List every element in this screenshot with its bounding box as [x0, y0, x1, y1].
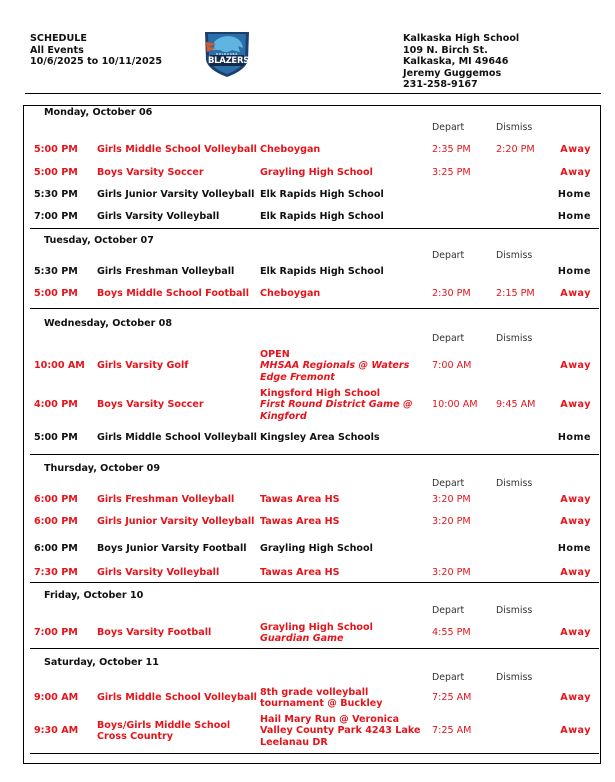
opponent [260, 265, 432, 279]
opponent [260, 686, 432, 710]
home-away-badge-text: Home [557, 432, 591, 444]
event-time-text: 10:00 AM [34, 360, 85, 372]
opponent-name: Tawas Area HS [260, 567, 340, 579]
blazers-logo [202, 28, 252, 78]
depart-time-text: 2:30 PM [432, 288, 471, 300]
school-name: Kalkaska High School [403, 33, 520, 44]
home-away-badge [540, 713, 591, 749]
event-name-text: Girls Junior Varsity Volleyball [97, 516, 255, 528]
depart-time [432, 493, 471, 507]
dismiss-time-text: 2:20 PM [496, 144, 535, 156]
event-row [0, 387, 615, 423]
event-name [97, 165, 257, 180]
event-time-text: 5:30 PM [34, 266, 78, 278]
home-away-badge-text: Home [557, 211, 591, 223]
event-time [34, 426, 78, 450]
dismiss-time-text: 9:45 AM [496, 399, 536, 411]
event-time [34, 510, 78, 534]
home-away-badge-text: Away [560, 692, 591, 704]
event-row [0, 537, 615, 561]
depart-time-text: 7:25 AM [432, 725, 472, 737]
day-title: Friday, October 10 [44, 590, 144, 601]
home-away-badge-text: Home [557, 266, 591, 278]
home-away-badge [540, 348, 591, 384]
opponent-name: Grayling High School [260, 621, 373, 633]
event-name [97, 713, 257, 749]
depart-time [432, 566, 471, 580]
event-row [0, 165, 615, 180]
school-address: 109 N. Birch St. [403, 44, 488, 56]
depart-time-text: 3:20 PM [432, 516, 471, 528]
day-divider [30, 753, 599, 754]
event-time-text: 7:00 PM [34, 627, 78, 639]
dismiss-time [496, 387, 535, 423]
opponent-name: Elk Rapids High School [260, 211, 384, 223]
home-away-badge [540, 265, 591, 279]
event-time [34, 348, 85, 384]
event-time [34, 282, 78, 306]
depart-time-text: 7:00 AM [432, 360, 472, 372]
event-time-text: 5:00 PM [34, 144, 78, 156]
event-name [97, 183, 257, 207]
event-name [97, 537, 257, 561]
home-away-badge-text: Away [560, 725, 591, 737]
event-name-text: Girls Junior Varsity Volleyball [97, 189, 255, 201]
home-away-badge [540, 387, 591, 423]
opponent [260, 510, 432, 534]
event-name-text: Girls Varsity Volleyball [97, 567, 220, 579]
event-time-text: 5:00 PM [34, 432, 78, 444]
opponent [260, 621, 432, 645]
event-time-text: 6:00 PM [34, 543, 78, 555]
home-away-badge-text: Away [560, 627, 591, 639]
event-row [0, 621, 615, 645]
home-away-badge [540, 165, 591, 180]
depart-column-label: Depart [432, 122, 465, 133]
opponent-name: Tawas Area HS [260, 516, 340, 528]
event-time [34, 183, 78, 207]
event-name-text: Boys/Girls Middle School Cross Country [97, 719, 231, 742]
opponent-name: Elk Rapids High School [260, 266, 384, 278]
day-title: Thursday, October 09 [44, 463, 161, 474]
event-row [0, 686, 615, 710]
depart-time-text: 3:20 PM [432, 494, 471, 506]
opponent [260, 537, 432, 561]
schedule-header [30, 33, 162, 68]
event-name-text: Boys Middle School Football [97, 288, 250, 300]
event-time-text: 5:30 PM [34, 189, 78, 201]
depart-time [432, 282, 471, 306]
event-name [97, 621, 257, 645]
depart-time [432, 621, 471, 645]
home-away-badge-text: Away [560, 516, 591, 528]
event-name [97, 566, 257, 580]
depart-time [432, 713, 471, 749]
event-time-text: 7:30 PM [34, 567, 78, 579]
event-time [34, 165, 78, 180]
opponent-name: 8th grade volleyball tournament @ Buckley [260, 686, 383, 709]
opponent-name: Cheboygan [260, 288, 321, 300]
depart-time-text: 3:25 PM [432, 166, 471, 178]
opponent [260, 566, 432, 580]
event-time-text: 9:30 AM [34, 725, 79, 737]
event-time [34, 713, 78, 749]
dismiss-column-label: Dismiss [496, 605, 533, 616]
event-note: Guardian Game [260, 633, 344, 644]
event-name-text: Girls Freshman Volleyball [97, 266, 235, 278]
depart-column-label: Depart [432, 605, 465, 616]
depart-time [432, 510, 471, 534]
event-row [0, 566, 615, 580]
event-note: First Round District Game @ Kingford [260, 399, 413, 422]
home-away-badge [540, 537, 591, 561]
logo-text: BLAZERS [208, 56, 250, 66]
event-name-text: Girls Middle School Volleyball [97, 432, 257, 444]
event-time-text: 6:00 PM [34, 516, 78, 528]
day-title: Saturday, October 11 [44, 657, 159, 668]
event-time [34, 621, 78, 645]
depart-column-label: Depart [432, 672, 465, 683]
school-info [403, 33, 519, 91]
opponent-name: Kingsley Area Schools [260, 432, 380, 444]
event-time-text: 5:00 PM [34, 288, 78, 300]
header-divider [25, 93, 601, 94]
depart-time-text: 4:55 PM [432, 627, 471, 639]
dismiss-time-text: 2:15 PM [496, 288, 535, 300]
event-name-text: Boys Varsity Soccer [97, 399, 204, 411]
dismiss-time [496, 282, 535, 306]
home-away-badge [540, 621, 591, 645]
opponent-name: OPEN [260, 348, 290, 360]
home-away-badge [540, 183, 591, 207]
home-away-badge-text: Away [560, 567, 591, 579]
depart-time [432, 165, 471, 180]
home-away-badge [540, 282, 591, 306]
event-time [34, 686, 78, 710]
home-away-badge [540, 686, 591, 710]
event-time [34, 138, 78, 162]
event-time-text: 4:00 PM [34, 399, 78, 411]
home-away-badge [540, 426, 591, 450]
home-away-badge-text: Away [560, 288, 591, 300]
opponent [260, 426, 432, 450]
event-time [34, 210, 78, 224]
home-away-badge-text: Away [560, 399, 591, 411]
depart-time-text: 10:00 AM [432, 399, 478, 411]
event-row [0, 282, 615, 306]
dismiss-column-label: Dismiss [496, 672, 533, 683]
home-away-badge-text: Home [557, 189, 591, 201]
home-away-badge-text: Away [560, 360, 591, 372]
event-name-text: Boys Junior Varsity Football [97, 543, 247, 555]
opponent-name: Elk Rapids High School [260, 189, 384, 201]
home-away-badge-text: Away [560, 144, 591, 156]
event-row [0, 210, 615, 224]
depart-column-label: Depart [432, 478, 465, 489]
event-name-text: Girls Varsity Volleyball [97, 211, 220, 223]
event-time-text: 5:00 PM [34, 166, 78, 178]
contact-phone: 231-258-9167 [403, 79, 478, 91]
opponent [260, 713, 432, 749]
depart-column-label: Depart [432, 333, 465, 344]
event-name [97, 210, 257, 224]
event-name [97, 493, 257, 507]
event-row [0, 713, 615, 749]
depart-time-text: 3:20 PM [432, 567, 471, 579]
event-time-text: 6:00 PM [34, 494, 78, 506]
opponent-name: Grayling High School [260, 543, 373, 555]
dismiss-column-label: Dismiss [496, 122, 533, 133]
event-time [34, 537, 78, 561]
event-row [0, 493, 615, 507]
event-name-text: Boys Varsity Football [97, 627, 212, 639]
event-row [0, 510, 615, 534]
opponent-name: Grayling High School [260, 166, 373, 178]
dismiss-column-label: Dismiss [496, 478, 533, 489]
event-name-text: Girls Middle School Volleyball [97, 692, 257, 704]
dismiss-column-label: Dismiss [496, 250, 533, 261]
home-away-badge [540, 493, 591, 507]
dismiss-column-label: Dismiss [496, 333, 533, 344]
opponent-name: Kingsford High School [260, 387, 381, 399]
event-name [97, 348, 257, 384]
date-range: 10/6/2025 to 10/11/2025 [30, 56, 163, 68]
contact-name: Jeremy Guggemos [403, 67, 502, 79]
day-title: Tuesday, October 07 [44, 235, 154, 246]
event-time-text: 9:00 AM [34, 692, 79, 704]
schedule-subtitle: All Events [30, 44, 84, 56]
day-divider [30, 454, 599, 455]
event-name [97, 510, 257, 534]
opponent [260, 493, 432, 507]
depart-time-text: 7:25 AM [432, 692, 472, 704]
event-row [0, 426, 615, 450]
dismiss-time [496, 138, 535, 162]
depart-time [432, 387, 478, 423]
event-row [0, 348, 615, 384]
day-title: Monday, October 06 [44, 107, 153, 118]
event-time-text: 7:00 PM [34, 211, 78, 223]
day-title: Wednesday, October 08 [44, 318, 173, 329]
home-away-badge-text: Away [560, 494, 591, 506]
opponent-name: Tawas Area HS [260, 494, 340, 506]
event-name-text: Girls Varsity Golf [97, 360, 189, 372]
opponent [260, 138, 432, 162]
event-name [97, 282, 257, 306]
event-row [0, 265, 615, 279]
opponent-name: Cheboygan [260, 144, 321, 156]
schedule-title: SCHEDULE [30, 33, 87, 44]
event-time [34, 493, 78, 507]
event-time [34, 387, 78, 423]
home-away-badge-text: Home [557, 543, 591, 555]
home-away-badge [540, 210, 591, 224]
event-name-text: Boys Varsity Soccer [97, 166, 204, 178]
home-away-badge [540, 138, 591, 162]
event-name-text: Girls Middle School Volleyball [97, 144, 257, 156]
home-away-badge-text: Away [560, 166, 591, 178]
depart-time [432, 138, 471, 162]
opponent [260, 210, 432, 224]
depart-time-text: 2:35 PM [432, 144, 471, 156]
event-time [34, 566, 78, 580]
logo-subtext: KALKASKA [215, 52, 238, 56]
day-divider [30, 308, 599, 309]
depart-column-label: Depart [432, 250, 465, 261]
day-divider [30, 582, 599, 583]
opponent [260, 183, 432, 207]
event-name [97, 426, 257, 450]
opponent [260, 387, 432, 423]
depart-time [432, 348, 471, 384]
event-name [97, 138, 257, 162]
day-divider [30, 228, 599, 229]
event-note: MHSAA Regionals @ Waters Edge Fremont [260, 360, 410, 383]
event-row [0, 138, 615, 162]
home-away-badge [540, 510, 591, 534]
opponent [260, 282, 432, 306]
opponent [260, 348, 432, 384]
event-time [34, 265, 78, 279]
event-name [97, 686, 257, 710]
day-divider [30, 648, 599, 649]
opponent-name: Hail Mary Run @ Veronica Valley County Park 4243 Lake Leelanau DR [260, 713, 421, 748]
home-away-badge [540, 566, 591, 580]
event-row [0, 183, 615, 207]
depart-time [432, 686, 471, 710]
event-name [97, 265, 257, 279]
opponent [260, 165, 432, 180]
school-city: Kalkaska, MI 49646 [403, 56, 509, 68]
event-name-text: Girls Freshman Volleyball [97, 494, 235, 506]
event-name [97, 387, 257, 423]
